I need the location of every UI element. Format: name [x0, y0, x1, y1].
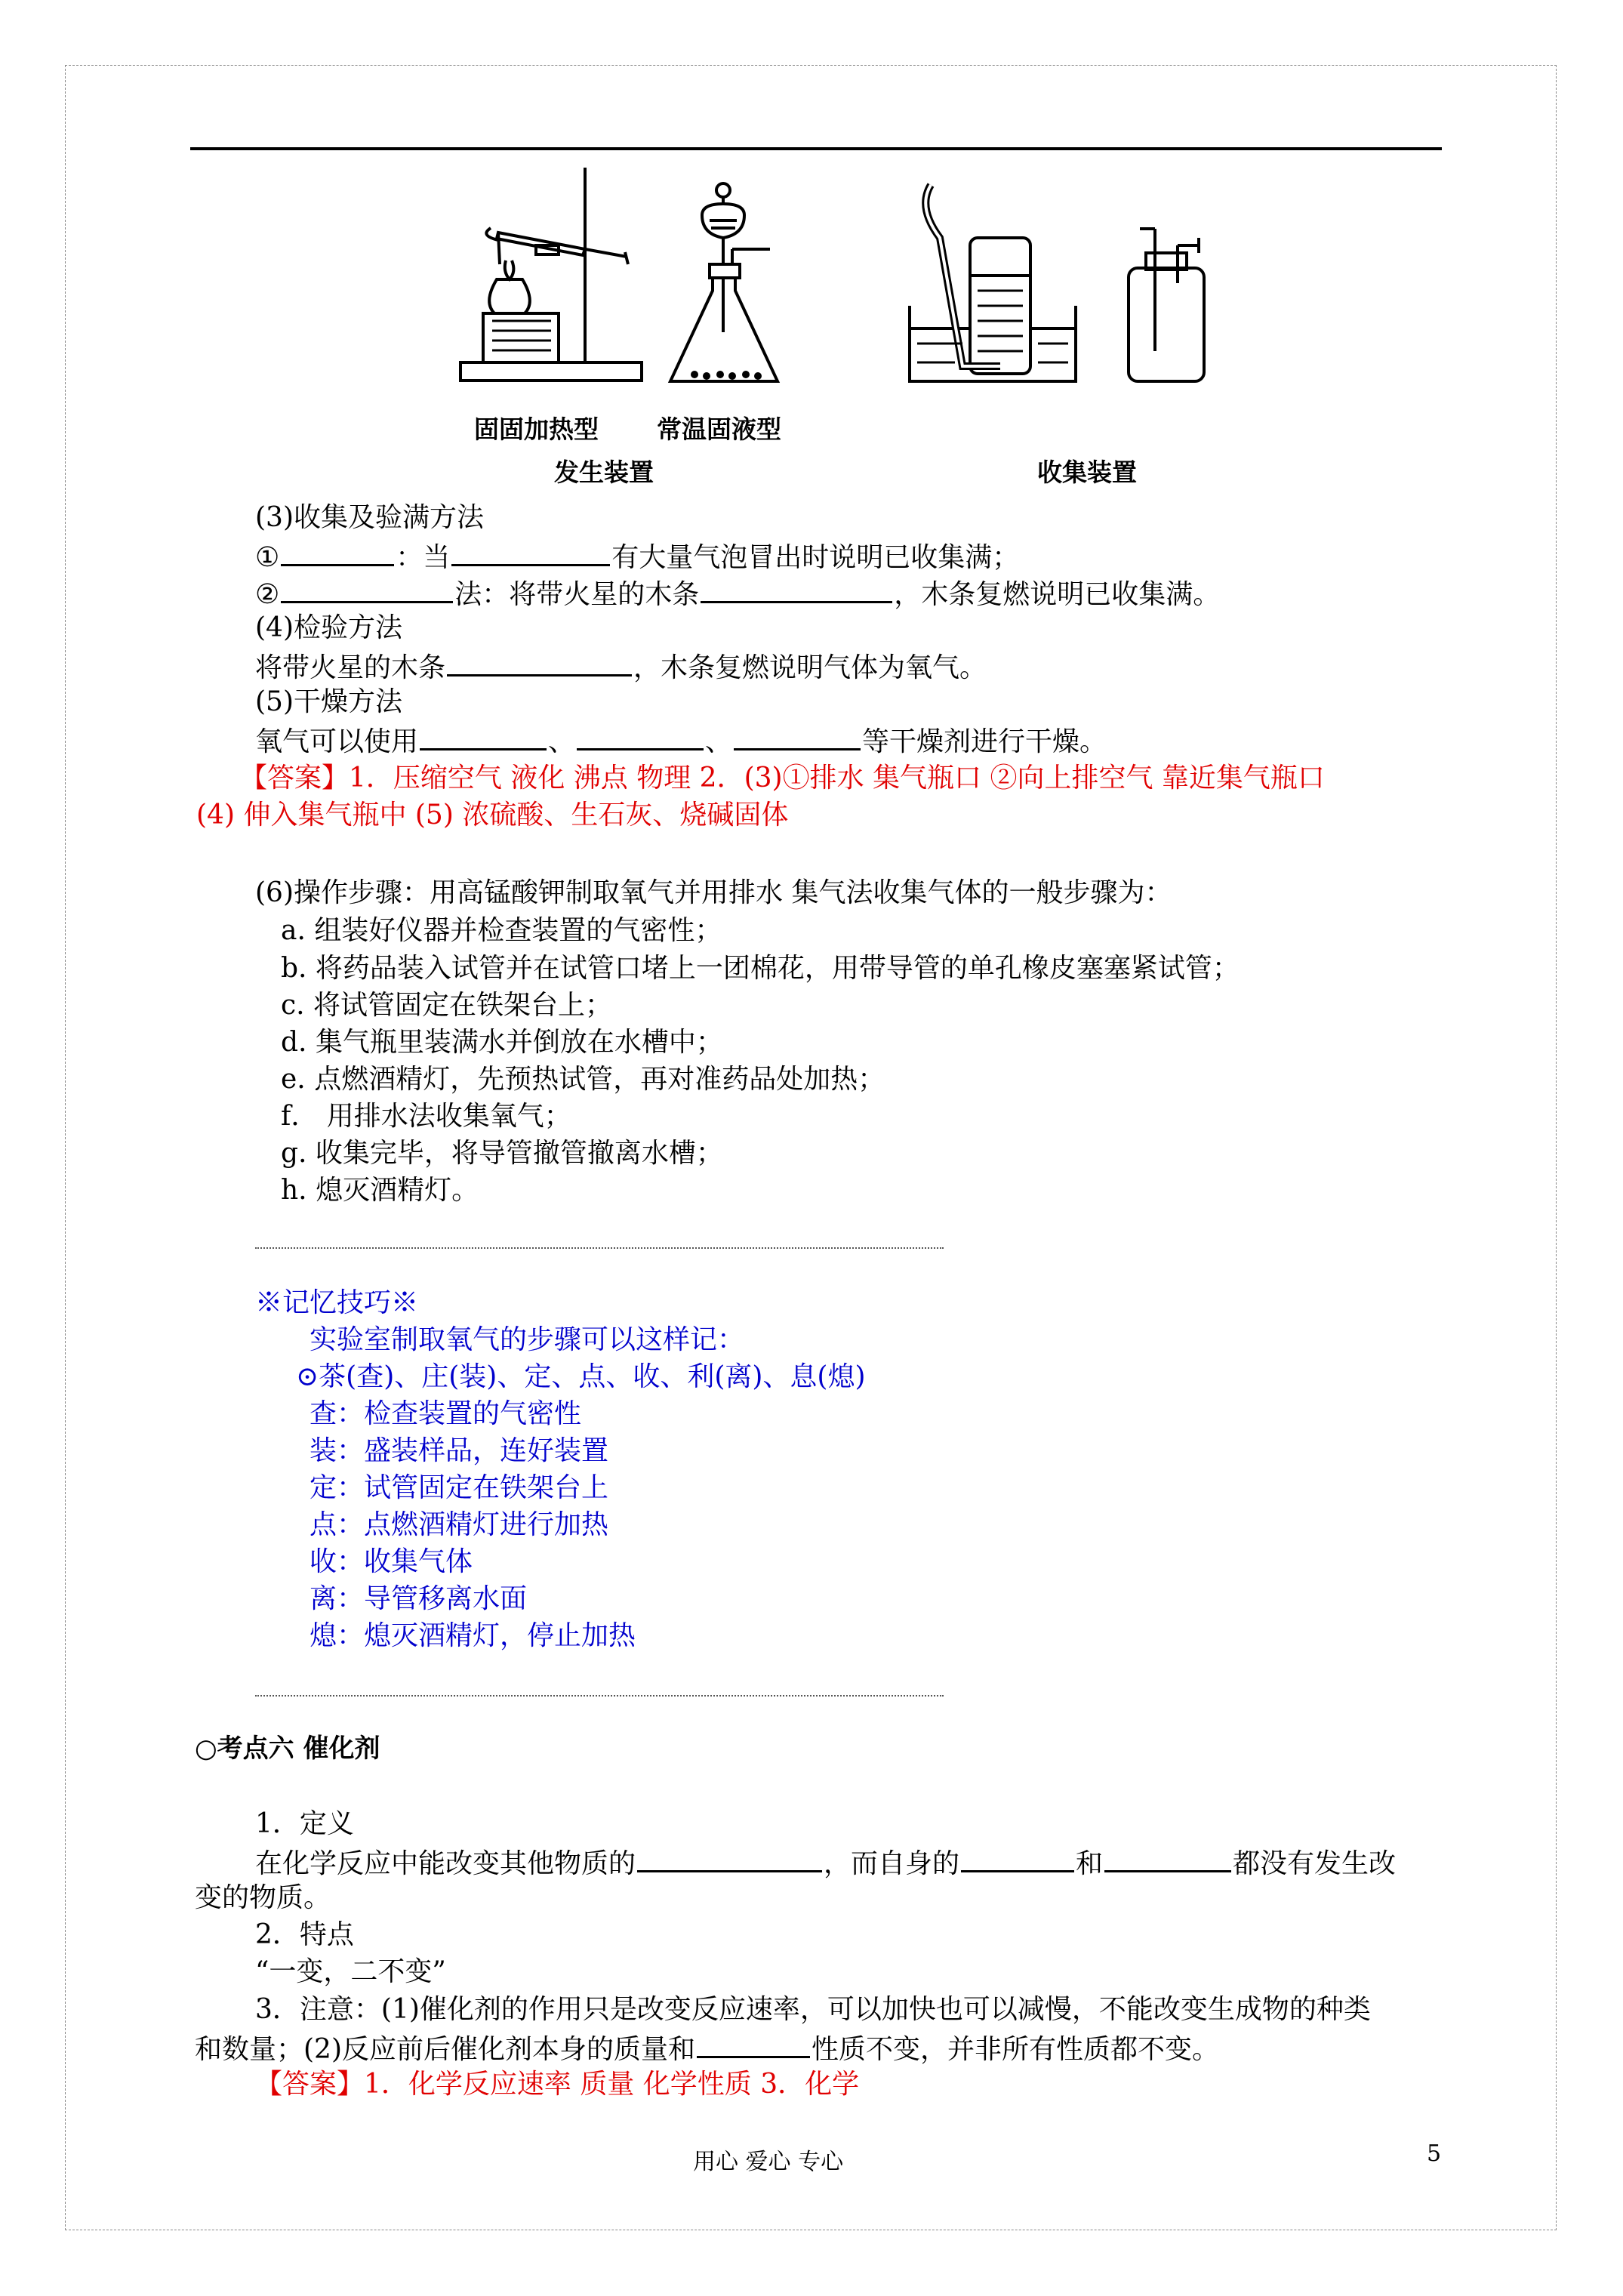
blank	[961, 1843, 1074, 1872]
feature-text: “一变，二不变”	[255, 1956, 446, 1987]
step-a: a. 组装好仪器并检查装置的气密性；	[281, 915, 722, 946]
blank	[420, 721, 547, 750]
water-displacement-collector	[895, 177, 1091, 389]
blank	[447, 647, 632, 676]
definition-heading: 1．定义	[255, 1808, 354, 1839]
test-text: 将带火星的木条 ，木条复燃说明气体为氧气。	[255, 647, 987, 686]
blank	[451, 537, 610, 566]
caption-collector: 收集装置	[1037, 458, 1137, 487]
blank	[281, 574, 453, 603]
step-g: g. 收集完毕，将导管撤管撤离水槽；	[281, 1138, 723, 1169]
memory-item: 熄：熄灭酒精灯，停止加热	[310, 1620, 636, 1651]
memory-item: 收：收集气体	[310, 1546, 473, 1577]
blank	[577, 721, 704, 750]
step-f: f． 用排水法收集氧气；	[281, 1101, 571, 1132]
memory-top-divider	[255, 1247, 944, 1249]
memory-mnemonic: ⊙茶(查)、庄(装)、定、点、收、利(离)、息(熄)	[296, 1361, 866, 1392]
memory-item: 装：盛装样品，连好装置	[310, 1435, 609, 1466]
section-title: ○考点六 催化剂	[195, 1734, 380, 1764]
step-h: h. 熄灭酒精灯。	[281, 1175, 479, 1206]
blank	[734, 721, 861, 750]
caption-generator: 发生装置	[554, 458, 654, 487]
feature-heading: 2．特点	[255, 1919, 354, 1950]
definition-text-line-2: 变的物质。	[195, 1882, 331, 1913]
blank	[697, 2029, 810, 2058]
step-c: c. 将试管固定在铁架台上；	[281, 990, 613, 1021]
header-rule	[190, 147, 1442, 150]
caption-solid-liquid: 常温固液型	[657, 415, 781, 444]
blank	[637, 1843, 822, 1872]
memory-item: 查：检查装置的气密性	[310, 1398, 582, 1429]
step-e: e. 点燃酒精灯，先预热试管，再对准药品处加热；	[281, 1064, 885, 1095]
collect-item-1: ① ：当 有大量气泡冒出时说明已收集满；	[255, 537, 1019, 576]
dry-heading: (5)干燥方法	[255, 686, 402, 717]
note-line-1: 3．注意：(1)催化剂的作用只是改变反应速率，可以加快也可以减慢，不能改变生成物的种类	[255, 1994, 1371, 2025]
solid-heating-apparatus	[453, 159, 649, 385]
answer-1-line-1: 【答案】1．压缩空气 液化 沸点 物理 2．(3)①排水 集气瓶口 ②向上排空气 靠近集气瓶口	[240, 763, 1325, 794]
collect-item-2: ② 法：将带火星的木条 ，木条复燃说明已收集满。	[255, 574, 1220, 613]
step-d: d. 集气瓶里装满水并倒放在水槽中；	[281, 1027, 723, 1058]
memory-item: 点：点燃酒精灯进行加热	[310, 1509, 609, 1540]
footer-motto: 用心 爱心 专心	[693, 2149, 844, 2175]
answer-1-line-2: (4) 伸入集气瓶中 (5) 浓硫酸、生石灰、烧碱固体	[196, 800, 789, 831]
solid-liquid-apparatus	[657, 181, 793, 393]
caption-solid-heat: 固固加热型	[474, 415, 599, 444]
definition-text: 在化学反应中能改变其他物质的 ，而自身的 和 都没有发生改	[255, 1843, 1396, 1882]
memory-bottom-divider	[255, 1695, 944, 1697]
memory-title: ※记忆技巧※	[255, 1287, 419, 1318]
page-number: 5	[1427, 2140, 1442, 2167]
memory-item: 离：导管移离水面	[310, 1583, 528, 1614]
dry-text: 氧气可以使用 、 、 等干燥剂进行干燥。	[255, 721, 1107, 760]
test-heading: (4)检验方法	[255, 612, 402, 643]
collect-heading: (3)收集及验满方法	[255, 502, 484, 533]
blank	[701, 574, 892, 603]
note-line-2: 和数量；(2)反应前后催化剂本身的质量和 性质不变，并非所有性质都不变。	[195, 2029, 1219, 2068]
steps-intro: (6)操作步骤：用高锰酸钾制取氧气并用排水 集气法收集气体的一般步骤为：	[255, 877, 1172, 908]
blank	[281, 537, 394, 566]
memory-intro: 实验室制取氧气的步骤可以这样记：	[310, 1324, 745, 1355]
gas-washing-bottle	[1117, 223, 1215, 389]
answer-2: 【答案】1．化学反应速率 质量 化学性质 3．化学	[255, 2069, 860, 2100]
step-b: b. 将药品装入试管并在试管口堵上一团棉花，用带导管的单孔橡皮塞塞紧试管；	[281, 953, 1240, 984]
memory-item: 定：试管固定在铁架台上	[310, 1472, 609, 1503]
blank	[1104, 1843, 1231, 1872]
